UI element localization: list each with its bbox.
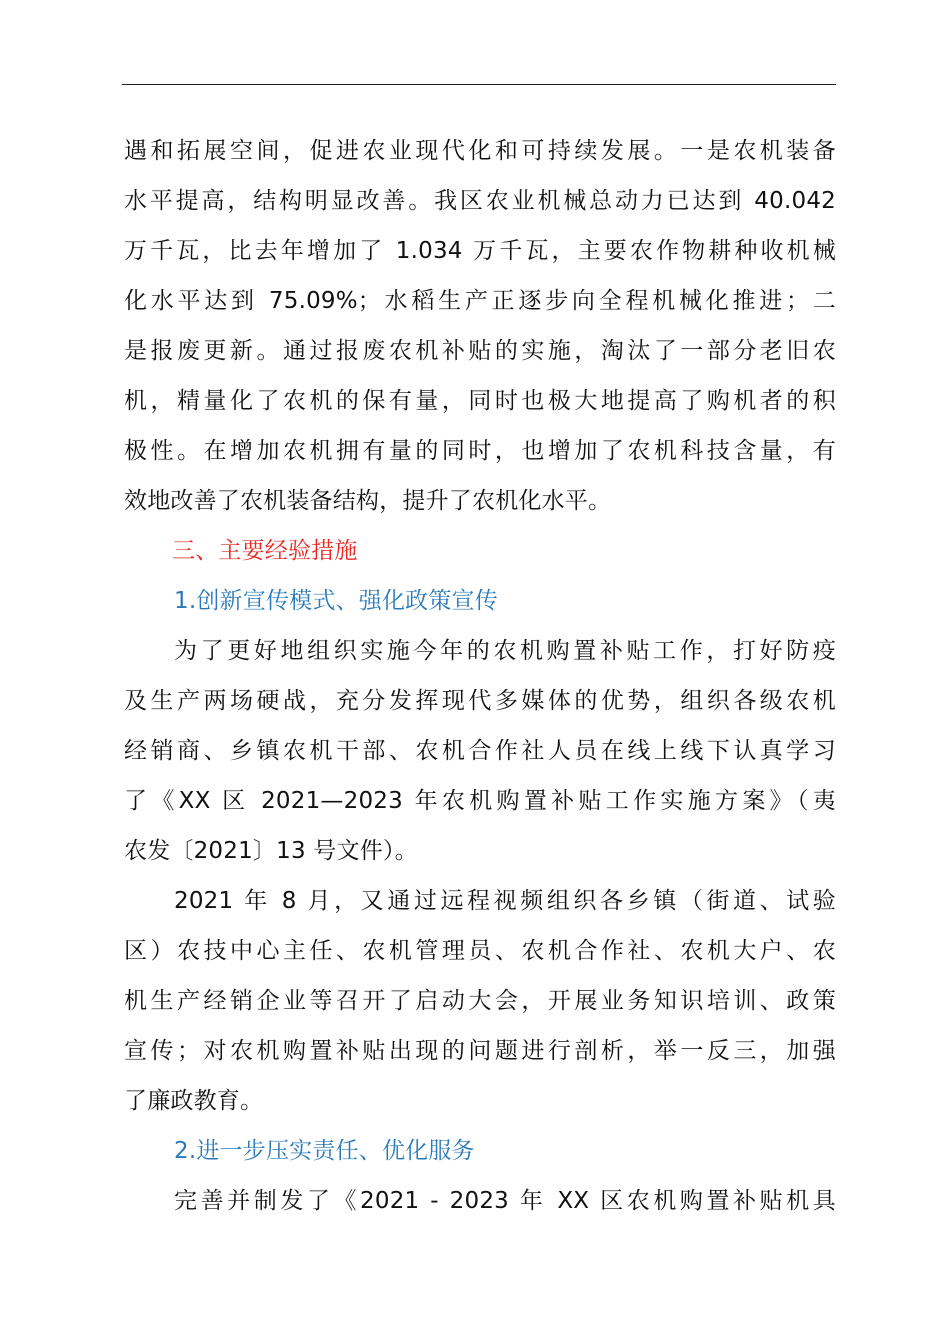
paragraph-line: 了廉政教育。 xyxy=(124,1088,264,1114)
paragraph-line: 水平提高，结构明显改善。我区农业机械总动力已达到 40.042 xyxy=(124,188,836,214)
document-body xyxy=(124,126,836,1226)
paragraph-line: 是报废更新。通过报废农机补贴的实施，淘汰了一部分老旧农 xyxy=(124,338,836,364)
header-rule xyxy=(122,84,836,85)
paragraph-line: 及生产两场硬战，充分发挥现代多媒体的优势，组织各级农机 xyxy=(124,688,836,714)
paragraph-line: 机生产经销企业等召开了启动大会，开展业务知识培训、政策 xyxy=(124,988,836,1014)
paragraph-line: 农发〔2021〕13 号文件）。 xyxy=(124,838,418,864)
paragraph-line: 遇和拓展空间，促进农业现代化和可持续发展。一是农机装备 xyxy=(124,138,836,164)
paragraph-line: 极性。在增加农机拥有量的同时，也增加了农机科技含量，有 xyxy=(124,438,836,464)
paragraph-line: 化水平达到 75.09%；水稻生产正逐步向全程机械化推进；二 xyxy=(124,288,836,314)
section-heading: 三、主要经验措施 xyxy=(172,538,358,564)
paragraph-line: 区）农技中心主任、农机管理员、农机合作社、农机大户、农 xyxy=(124,938,836,964)
paragraph-line: 经销商、乡镇农机干部、农机合作社人员在线上线下认真学习 xyxy=(124,738,836,764)
paragraph-line: 宣传；对农机购置补贴出现的问题进行剖析，举一反三，加强 xyxy=(124,1038,836,1064)
subsection-heading: 1.创新宣传模式、强化政策宣传 xyxy=(174,588,498,614)
paragraph-line: 万千瓦，比去年增加了 1.034 万千瓦，主要农作物耕种收机械 xyxy=(124,238,836,264)
paragraph-line: 2021 年 8 月，又通过远程视频组织各乡镇（街道、试验 xyxy=(174,888,836,914)
paragraph-line: 为了更好地组织实施今年的农机购置补贴工作，打好防疫 xyxy=(174,638,836,664)
paragraph-line: 完善并制发了《2021 - 2023 年 XX 区农机购置补贴机具 xyxy=(174,1188,836,1214)
paragraph-line: 机，精量化了农机的保有量，同时也极大地提高了购机者的积 xyxy=(124,388,836,414)
paragraph-line: 效地改善了农机装备结构，提升了农机化水平。 xyxy=(124,488,612,514)
paragraph-line: 了《XX 区 2021—2023 年农机购置补贴工作实施方案》（夷 xyxy=(124,788,836,814)
subsection-heading: 2.进一步压实责任、优化服务 xyxy=(174,1138,475,1164)
